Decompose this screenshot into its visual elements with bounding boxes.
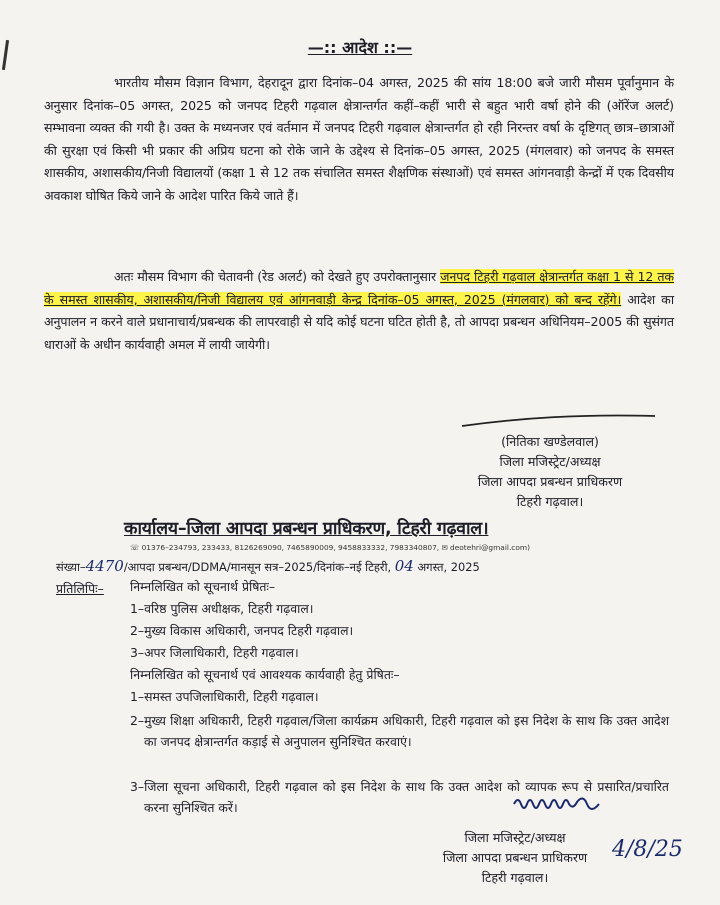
signatory-name: (नितिका खण्डेलवाल) <box>501 434 599 449</box>
copy-intro-1: निम्नलिखित को सूचनार्थ प्रेषितः– <box>130 579 276 594</box>
copy-recipient: 3–जिला सूचना अधिकारी, टिहरी गढ़वाल को इस निदेश के साथ कि उक्त आदेश को व्यापक रूप से प्रसारित/प्रचारित करना सुनिश्चित करें। <box>130 779 669 815</box>
reference-day: 04 <box>394 557 414 575</box>
handwritten-date-mark <box>610 822 700 872</box>
copy-recipient: 2–मुख्य विकास अधिकारी, जनपद टिहरी गढ़वाल। <box>130 623 354 638</box>
signatory-block-2 <box>420 828 610 888</box>
order-title: —:: आदेश ::— <box>307 38 413 57</box>
signatory-place: टिहरी गढ़वाल। <box>516 494 584 509</box>
copy-recipient: 1–समस्त उपजिलाधिकारी, टिहरी गढ़वाल। <box>130 689 319 704</box>
reference-number: 4470 <box>85 557 124 575</box>
signature-stroke-1 <box>400 412 660 432</box>
para2-end: आदेश का अनुपालन न करने वाले प्रधानाचार्य/प्रबन्धक की लापरवाही से यदि कोई घटना घटित होती है, तो आपदा प्रबन्धन अधिनियम–2005 की सुसंगत धाराओं के अधीन कार्यवाही अमल में लायी जायेगी। <box>44 291 674 352</box>
copy-intro-2: निम्नलिखित को सूचनार्थ एवं आवश्यक कार्यवाही हेतु प्रेषितः– <box>130 667 400 682</box>
copy-recipient: 3–अपर जिलाधिकारी, टिहरी गढ़वाल। <box>130 645 299 660</box>
signatory-authority: जिला आपदा प्रबन्धन प्राधिकरण <box>442 850 588 865</box>
para2-start: अतः मौसम विभाग की चेतावनी (रेड अलर्ट) को देखते हुए उपरोक्तानुसार <box>114 269 441 284</box>
handwritten-date: 4/8/25 <box>612 837 683 862</box>
order-paragraph-2 <box>44 266 674 356</box>
highlighted-closure-notice: जनपद टिहरी गढ़वाल क्षेत्रान्तर्गत कक्षा 1 से 12 तक के समस्त शासकीय, अशासकीय/निजी विद्यालय एवं आंगनवाड़ी केन्द्र दिनांक–05 अगस्त, 2025 (मंगलवार) को बन्द रहेंगे। <box>44 269 675 307</box>
office-contact: ☏ 01376–234793, 233433, 8126269090, 7465890009, 9458833332, 7983340807, ✉ deotehri@gmail.com) <box>130 543 530 552</box>
signatory-designation: जिला मजिस्ट्रेट/अध्यक्ष <box>499 454 601 469</box>
order-paragraph-1: भारतीय मौसम विज्ञान विभाग, देहरादून द्वारा दिनांक–04 अगस्त, 2025 की सांय 18:00 बजे जारी मौसम पूर्वानुमान के अनुसार दिनांक–05 अगस्त, 2025 को जनपद टिहरी गढ़वाल क्षेत्रान्तर्गत कहीं–कहीं भारी से बहुत भारी वर्षा होने की (ऑरेंज अलर्ट) सम्भावना व्यक्त की गयी है। उक्त के मध्यनजर एवं वर्तमान में जनपद टिहरी गढ़वाल क्षेत्रान्तर्गत हो रही निरन्तर वर्षा के दृष्टिगत् छात्र–छात्राओं की सुरक्षा एवं किसी भी प्रकार की अप्रिय घटना को रोके जाने के उद्देश्य से दिनांक–05 अगस्त, 2025 (मंगलवार) को जनपद के समस्त शासकीय, अशासकीय/निजी विद्यालयों (कक्षा 1 से 12 तक संचालित समस्त शैक्षणिक संस्थाओं) एवं समस्त आंगनवाड़ी केन्द्रों में एक दिवसीय अवकाश घोषित किये जाने के आदेश पारित किये जाते हैं। <box>44 75 674 203</box>
signatory-place: टिहरी गढ़वाल। <box>481 870 549 885</box>
copy-to-label: प्रतिलिपिः– <box>56 581 104 596</box>
reference-line: संख्या–4470/आपदा प्रबन्धन/DDMA/मानसून सत्र–2025/दिनांक–नई टिहरी, 04 अगस्त, 2025 <box>56 557 480 575</box>
signatory-block-1 <box>430 432 670 512</box>
handwritten-signature <box>510 790 630 820</box>
copy-recipient: 1–वरिष्ठ पुलिस अधीक्षक, टिहरी गढ़वाल। <box>130 601 314 616</box>
signatory-designation: जिला मजिस्ट्रेट/अध्यक्ष <box>464 830 566 845</box>
copy-recipient: 2–मुख्य शिक्षा अधिकारी, टिहरी गढ़वाल/जिला कार्यक्रम अधिकारी, टिहरी गढ़वाल को इस निदेश के साथ कि उक्त आदेश का जनपद क्षेत्रान्तर्गत कड़ाई से अनुपालन सुनिश्चित करवाएं। <box>130 713 669 749</box>
office-heading: कार्यालय–जिला आपदा प्रबन्धन प्राधिकरण, टिहरी गढ़वाल। <box>124 519 489 539</box>
signatory-authority: जिला आपदा प्रबन्धन प्राधिकरण <box>477 474 623 489</box>
